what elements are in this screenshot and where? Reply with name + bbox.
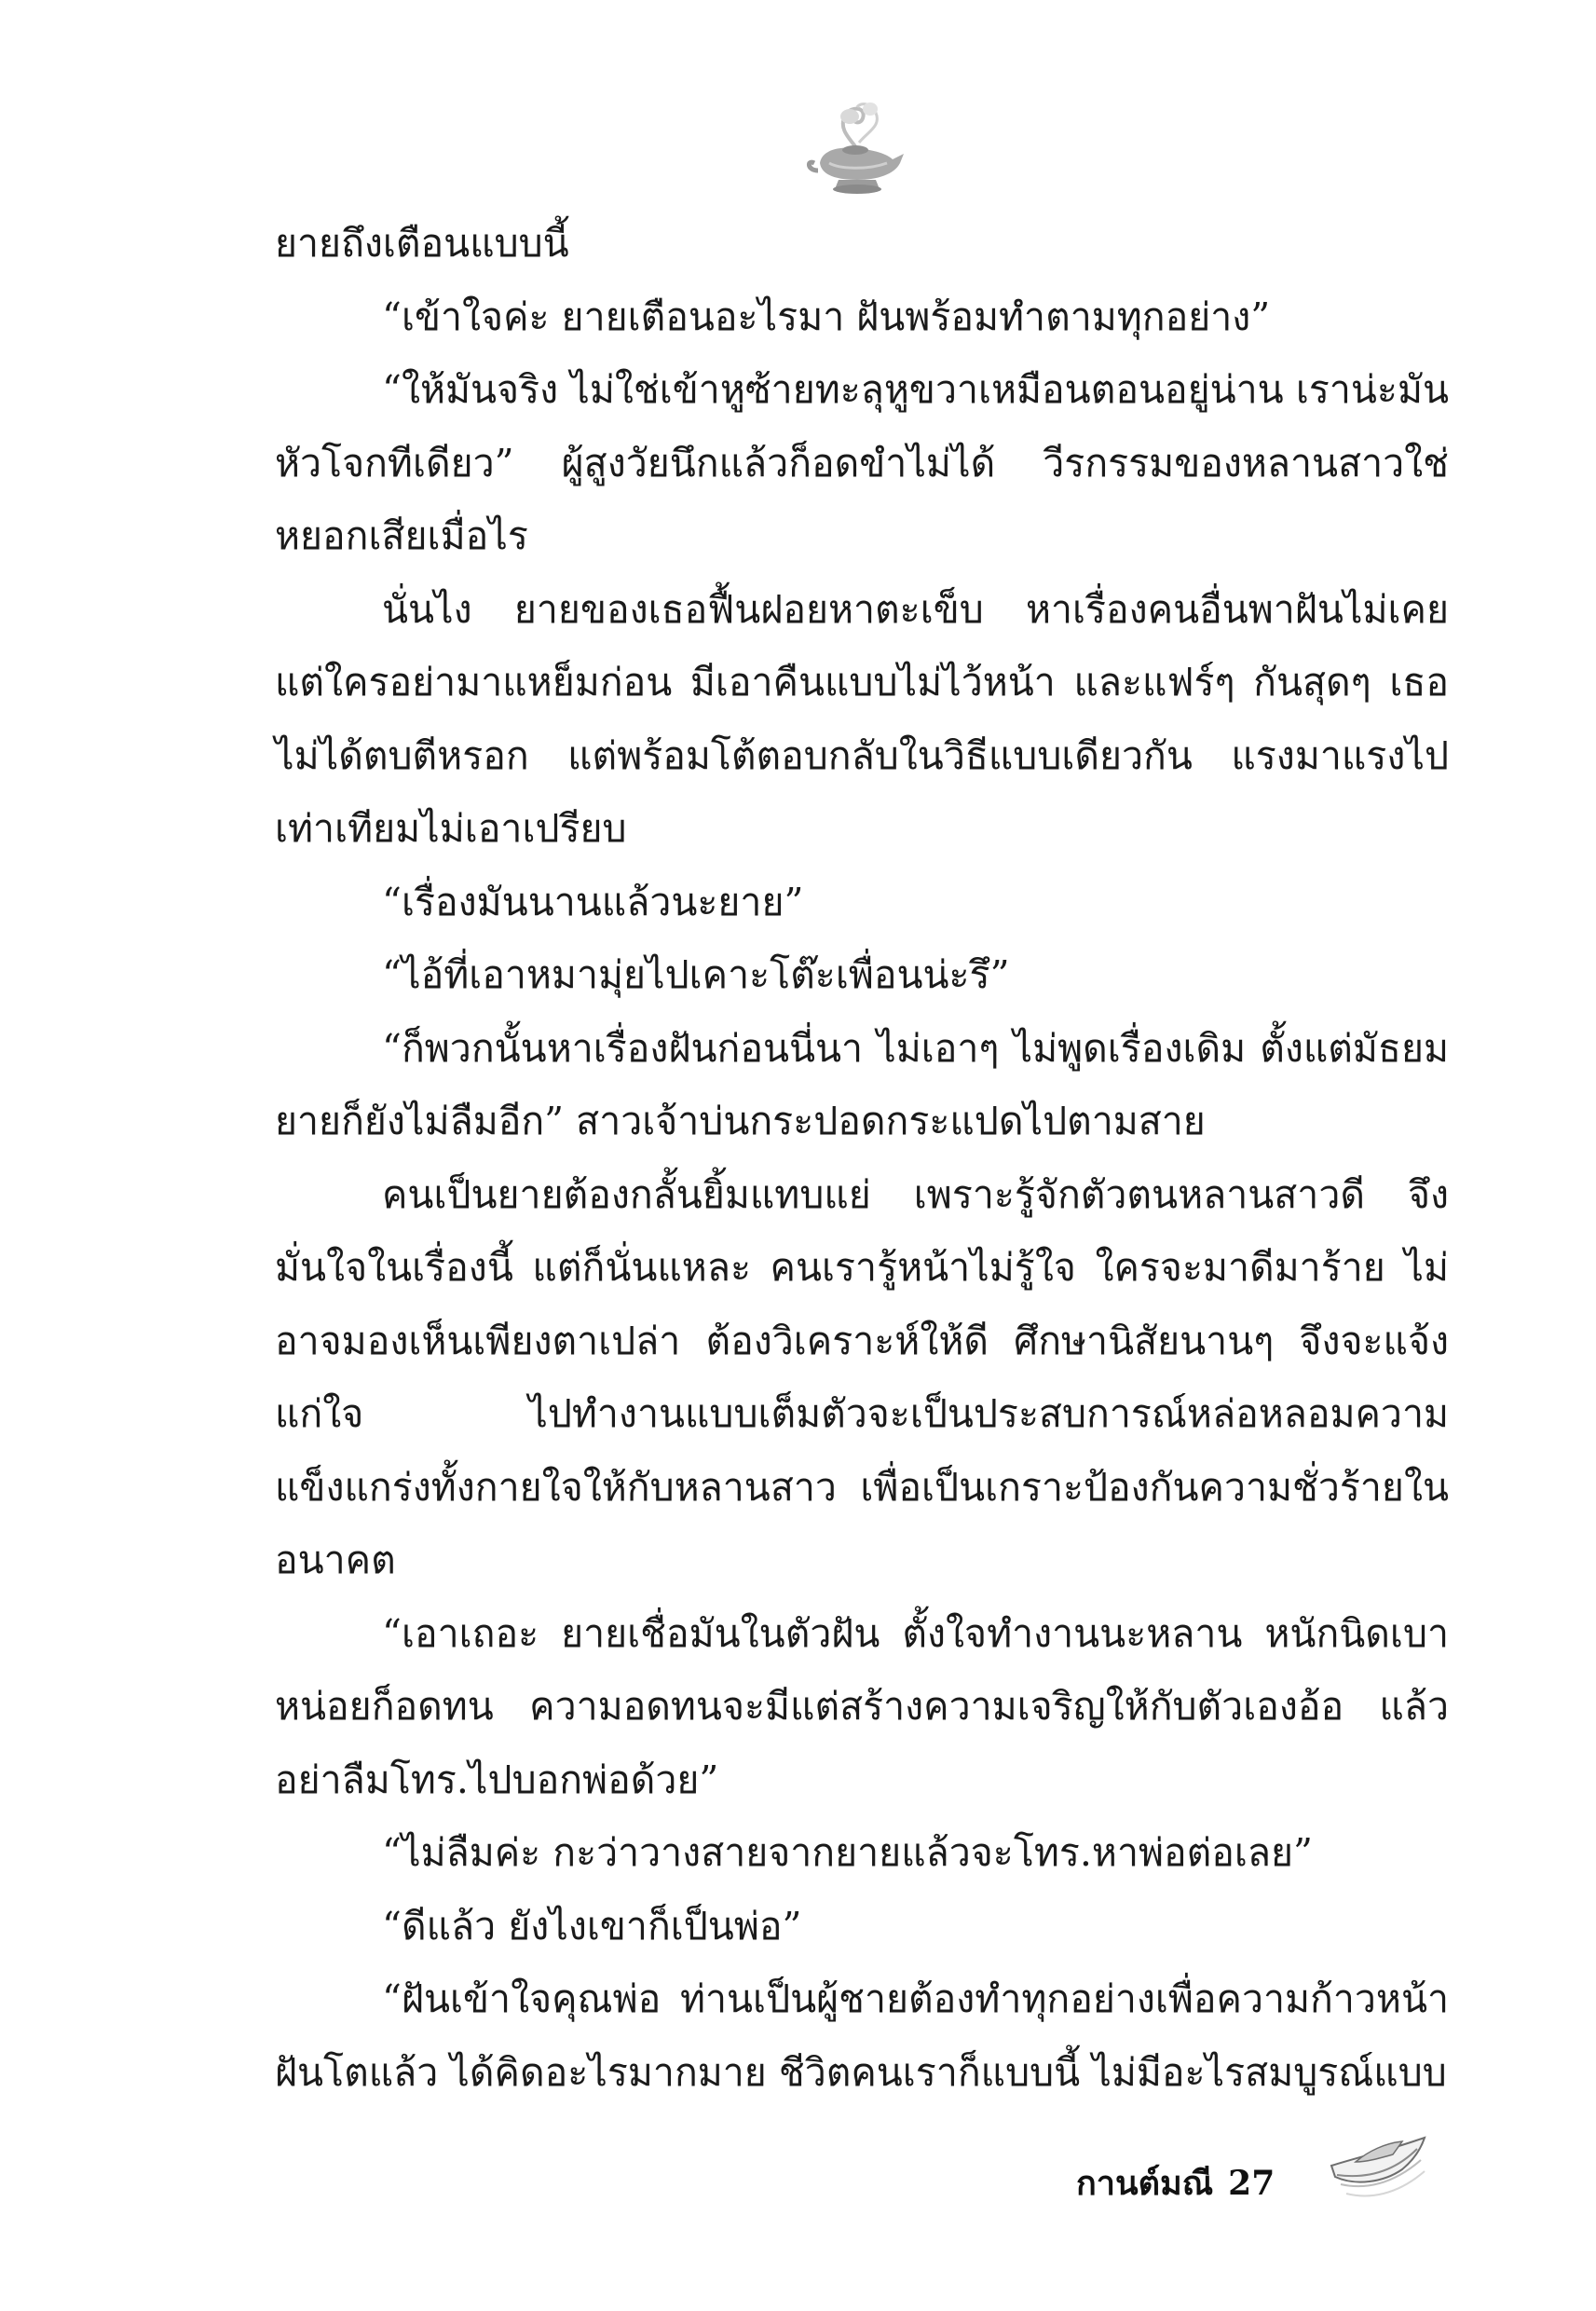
paragraph: คนเป็นยายต้องกลั้นยิ้มแทบแย่ เพราะรู้จักตัวตนหลานสาวดี จึงมั่นใจในเรื่องนี้ แต่ก็นั่นแหละ คนเรารู้หน้าไม่รู้ใจ ใครจะมาดีมาร้าย ไม่อาจมองเห็นเพียงตาเปล่า ต้องวิเคราะห์ให้ดี ศึกษานิสัยนานๆ จึงจะแจ้งแก่ใจ ไปทำงานแบบเต็มตัวจะเป็นประสบการณ์หล่อหลอมความแข็งแกร่งทั้งกายใจให้กับหลานสาว เพื่อเป็นเกราะป้องกันความชั่วร้ายในอนาคต bbox=[275, 1171, 1449, 1582]
paragraph: “เรื่องมันนานแล้วนะยาย” bbox=[382, 879, 804, 924]
paragraph: “เอาเถอะ ยายเชื่อมันในตัวฝัน ตั้งใจทำงานนะหลาน หนักนิดเบาหน่อยก็อดทน ความอดทนจะมีแต่สร้างความเจริญให้กับตัวเองอ้อ แล้วอย่าลืมโทร.ไปบอกพ่อด้วย” bbox=[275, 1610, 1449, 1802]
footer-label bbox=[1076, 2156, 1275, 2209]
paragraph: “ฝันเข้าใจคุณพ่อ ท่านเป็นผู้ชายต้องทำทุกอย่างเพื่อความก้าวหน้าฝันโตแล้ว ได้คิดอะไรมากมาย ชีวิตคนเราก็แบบนี้ ไม่มีอะไรสมบูรณ์แบบ bbox=[275, 1976, 1449, 2095]
paragraph: ยายถึงเตือนแบบนี้ bbox=[275, 221, 569, 266]
paragraph: “เข้าใจค่ะ ยายเตือนอะไรมา ฝันพร้อมทำตามทุกอย่าง” bbox=[382, 294, 1271, 339]
paragraph: “ไม่ลืมค่ะ กะว่าวางสายจากยายแล้วจะโทร.หาพ่อต่อเลย” bbox=[382, 1830, 1313, 1875]
paragraph: นั่นไง ยายของเธอฟื้นฝอยหาตะเข็บ หาเรื่องคนอื่นพาฝันไม่เคย แต่ใครอย่ามาแหย็มก่อน มีเอาคืนแบบไม่ไว้หน้า และแฟร์ๆ กันสุดๆ เธอไม่ได้ตบตีหรอก แต่พร้อมโต้ตอบกลับในวิธีแบบเดียวกัน แรงมาแรงไปเท่าเทียมไม่เอาเปรียบ bbox=[275, 586, 1449, 851]
book-title: กานต์มณี bbox=[1076, 2164, 1214, 2203]
page-number: 27 bbox=[1228, 2164, 1275, 2203]
speedboat-icon bbox=[1328, 2117, 1430, 2206]
genie-lamp-icon bbox=[801, 89, 913, 200]
paragraph: “ให้มันจริง ไม่ใช่เข้าหูซ้ายทะลุหูขวาเหมือนตอนอยู่น่าน เราน่ะมันหัวโจกทีเดียว” ผู้สูงวัยนึกแล้วก็อดขำไม่ได้ วีรกรรมของหลานสาวใช่หยอกเสียเมื่อไร bbox=[275, 367, 1449, 558]
paragraph: “ไอ้ที่เอาหมามุ่ยไปเคาะโต๊ะเพื่อนน่ะรึ” bbox=[382, 952, 1010, 997]
paragraph: “ก็พวกนั้นหาเรื่องฝันก่อนนี่นา ไม่เอาๆ ไม่พูดเรื่องเดิม ตั้งแต่มัธยมยายก็ยังไม่ลืมอีก” สาวเจ้าบ่นกระปอดกระแปดไปตามสาย bbox=[275, 1025, 1449, 1143]
paragraph: “ดีแล้ว ยังไงเขาก็เป็นพ่อ” bbox=[382, 1903, 802, 1949]
page-footer bbox=[1025, 2117, 1435, 2229]
body-text bbox=[275, 207, 1449, 2109]
